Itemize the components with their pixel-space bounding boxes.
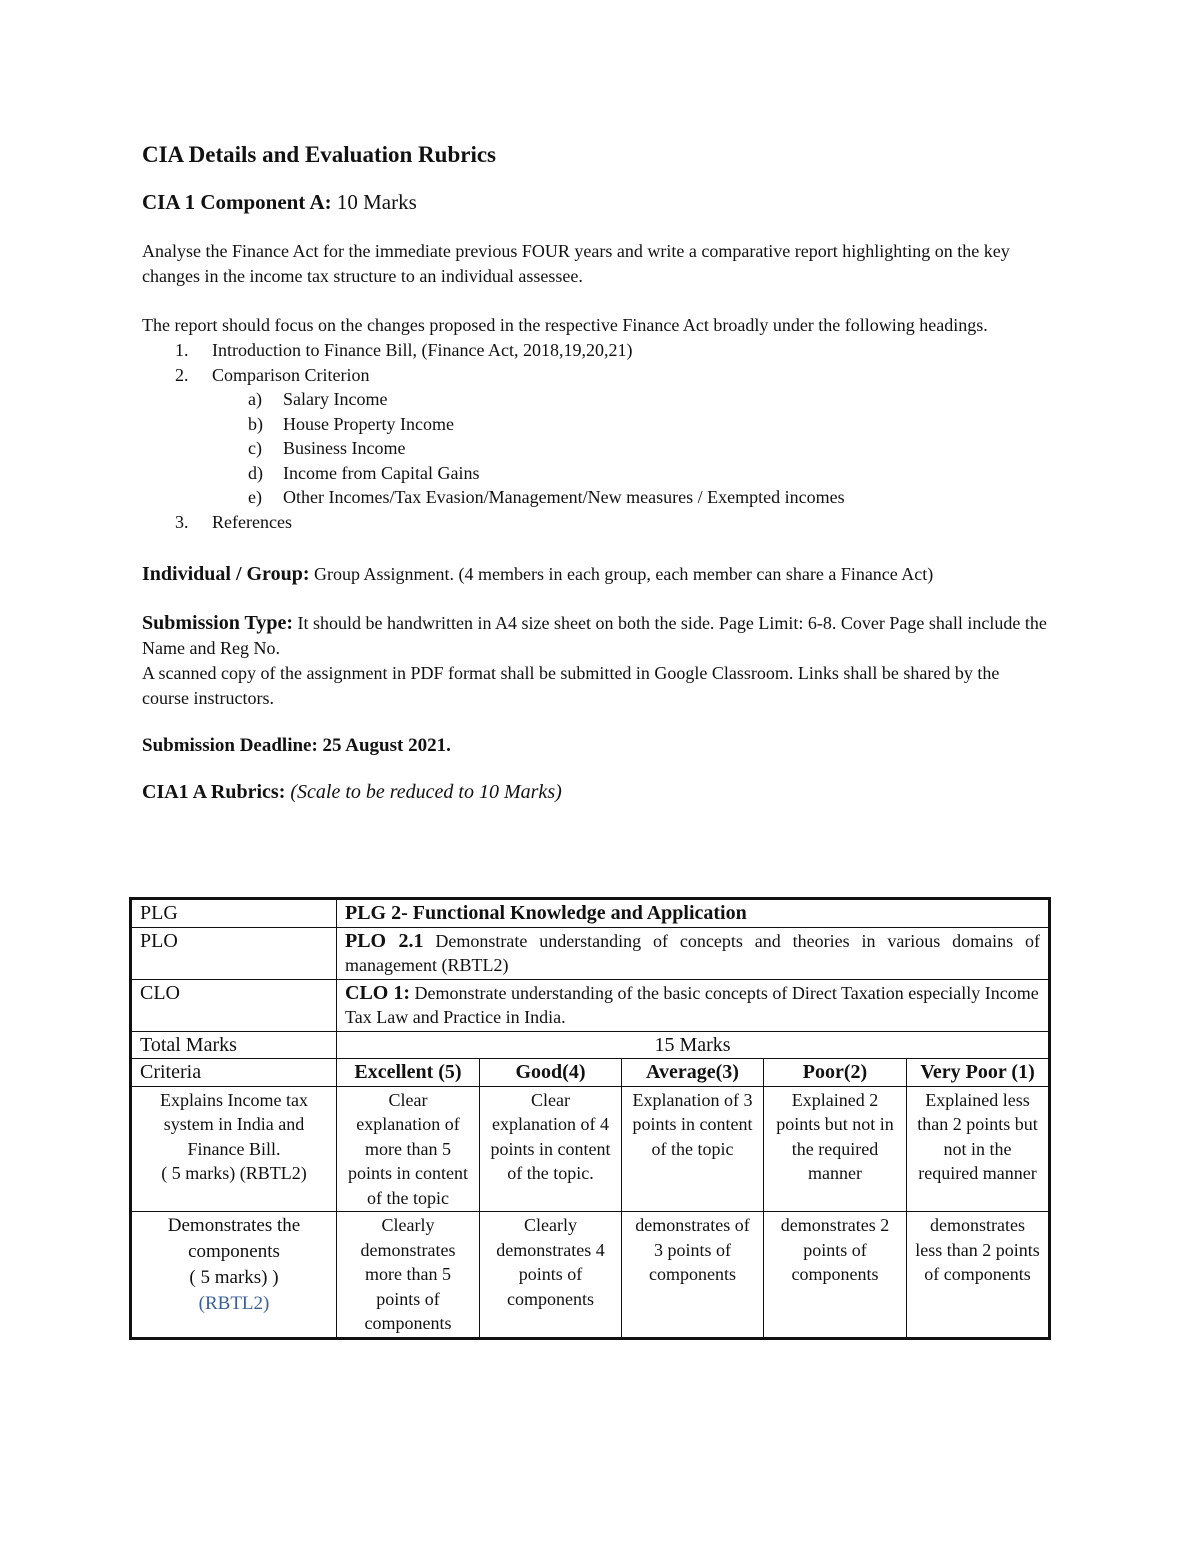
component-label: CIA 1 Component A: [142, 190, 332, 214]
document-title: CIA Details and Evaluation Rubrics [142, 142, 497, 167]
list-item: 2. Comparison Criterion [175, 364, 370, 385]
sub-list-item: d) Income from Capital Gains [248, 462, 480, 483]
headings-list [142, 338, 1050, 534]
rubric-cell: Clearly demonstrates more than 5 points of components [337, 1212, 480, 1339]
level-good: Good(4) [480, 1059, 622, 1087]
component-value: 10 Marks [336, 190, 417, 214]
plg-label: PLG [131, 899, 337, 928]
focus-paragraph: The report should focus on the changes proposed in the respective Finance Act broadly under the following headings. [142, 315, 988, 335]
criterion-marks: ( 5 marks) (RBTL2) [161, 1163, 307, 1183]
criterion-marks: ( 5 marks) ) [189, 1267, 279, 1288]
rubrics-note: (Scale to be reduced to 10 Marks) [290, 781, 562, 803]
clo-label: CLO [131, 979, 337, 1031]
rubric-cell: Clear explanation of 4 points in content of the topic. [480, 1086, 622, 1212]
criterion-level: (RBTL2) [198, 1293, 270, 1314]
sub-list-item: c) Business Income [248, 438, 406, 458]
submission-type-label: Submission Type: [142, 612, 293, 634]
criterion-text: Demonstrates the components [167, 1215, 301, 1262]
table-row [131, 979, 1050, 1031]
level-excellent: Excellent (5) [337, 1059, 480, 1087]
clo-code: CLO 1: [345, 981, 410, 1004]
rubrics-label: CIA1 A Rubrics: [142, 781, 286, 803]
criterion-cell [131, 1212, 337, 1339]
rubrics-table [129, 897, 1051, 1340]
rubric-cell: demonstrates of 3 points of components [622, 1212, 764, 1339]
plg-value: PLG 2- Functional Knowledge and Application [337, 899, 1050, 928]
rubric-cell: Clear explanation of more than 5 points in content of the topic [337, 1086, 480, 1212]
plo-code: PLO 2.1 [345, 929, 424, 952]
criterion-text: Explains Income tax system in India and Finance Bill. [160, 1089, 308, 1159]
intro-paragraph: Analyse the Finance Act for the immediate previous FOUR years and write a comparative report highlighting on the key changes in the income tax structure to an individual assessee. [142, 241, 1010, 286]
criteria-label: Criteria [131, 1059, 337, 1087]
total-marks-label: Total Marks [131, 1031, 337, 1059]
submission-type-block [142, 611, 1050, 711]
list-item: 3. References [175, 511, 292, 532]
level-poor: Poor(2) [764, 1059, 907, 1087]
individual-group-text: Group Assignment. (4 members in each group, each member can share a Finance Act) [313, 564, 934, 584]
submission-type-text-2: A scanned copy of the assignment in PDF format shall be submitted in Google Classroom. Links shall be shared by the course instructors. [142, 663, 1000, 708]
level-very-poor: Very Poor (1) [907, 1059, 1050, 1087]
rubric-cell: Explained 2 points but not in the required manner [764, 1086, 907, 1212]
submission-type-text: It should be handwritten in A4 size sheet on both the side. Page Limit: 6-8. Cover Page shall include the Name and Reg No. [142, 613, 1047, 658]
level-average: Average(3) [622, 1059, 764, 1087]
criterion-cell [131, 1086, 337, 1212]
rubric-cell: demonstrates 2 points of components [764, 1212, 907, 1339]
table-row [131, 927, 1050, 979]
rubric-cell: demonstrates less than 2 points of components [907, 1212, 1050, 1339]
individual-group-block [142, 562, 1050, 587]
sub-list-item: e) Other Incomes/Tax Evasion/Management/New measures / Exempted incomes [248, 487, 845, 507]
table-row [131, 1031, 1050, 1059]
clo-text: Demonstrate understanding of the basic concepts of Direct Taxation especially Income Tax Law and Practice in India. [345, 982, 1039, 1027]
sub-list-item: a) Salary Income [248, 389, 388, 409]
rubric-cell: Explained less than 2 points but not in the required manner [907, 1086, 1050, 1212]
total-marks-value: 15 Marks [337, 1031, 1050, 1059]
sub-list-item: b) House Property Income [248, 413, 454, 434]
list-item: 1. Introduction to Finance Bill, (Finance Act, 2018,19,20,21) [175, 340, 633, 360]
plo-text: Demonstrate understanding of concepts and theories in various domains of management (RBTL2) [345, 930, 1041, 975]
individual-group-label: Individual / Group: [142, 563, 310, 585]
component-heading [142, 190, 1050, 215]
submission-deadline: Submission Deadline: 25 August 2021. [142, 735, 451, 756]
clo-cell [337, 979, 1050, 1031]
rubric-cell: Explanation of 3 points in content of the topic [622, 1086, 764, 1212]
table-row [131, 1212, 1050, 1339]
rubric-cell: Clearly demonstrates 4 points of components [480, 1212, 622, 1339]
table-row [131, 1086, 1050, 1212]
table-row [131, 1059, 1050, 1087]
plo-cell [337, 927, 1050, 979]
plo-label: PLO [131, 927, 337, 979]
rubrics-title [142, 781, 1050, 804]
table-row [131, 899, 1050, 928]
